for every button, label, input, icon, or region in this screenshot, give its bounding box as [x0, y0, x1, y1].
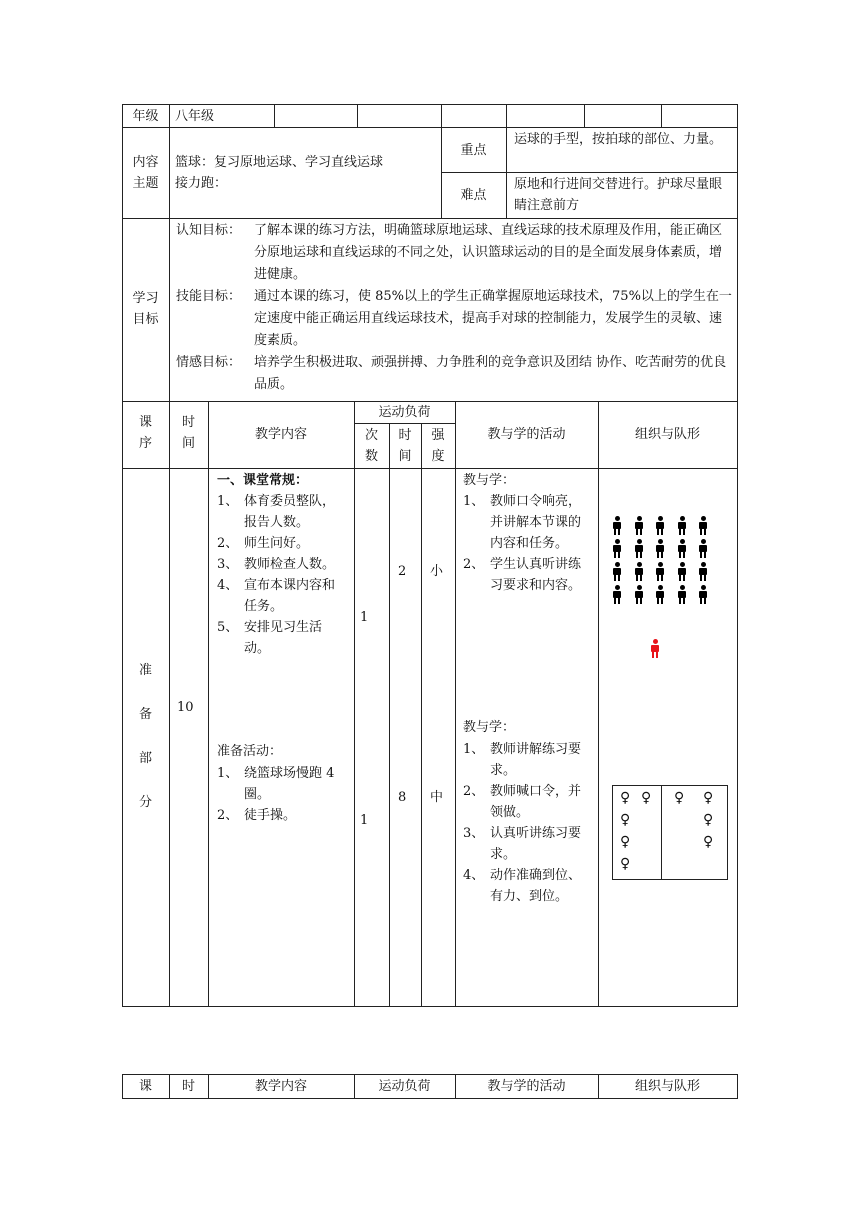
student-figure: [677, 516, 687, 535]
student-figure: [612, 585, 622, 604]
female-student-icon: ♀: [620, 834, 631, 850]
next-header-load: 运动负荷: [378, 1079, 431, 1094]
student-figure: [612, 562, 622, 581]
list-item-text: 教师讲解练习要求。: [490, 742, 582, 778]
next-header-formation: 组织与队形: [634, 1079, 700, 1094]
list-item-number: 2、: [463, 784, 485, 799]
objectives-list: [176, 220, 732, 396]
prep-time: 10: [177, 700, 194, 715]
female-student-icon: ♀: [620, 856, 631, 872]
student-figure: [655, 562, 665, 581]
activities-2-list: [463, 739, 591, 907]
list-item-number: 2、: [217, 536, 239, 551]
header-count: 次 数: [364, 428, 378, 464]
list-item-number: 1、: [217, 766, 239, 781]
next-header-time: 时: [181, 1079, 195, 1094]
list-item-text: 师生问好。: [244, 536, 310, 551]
list-item-number: 3、: [217, 557, 239, 572]
duration-2: 8: [398, 790, 407, 805]
student-figure: [655, 516, 665, 535]
header-intensity: 强 度: [431, 428, 445, 464]
list-item: [217, 763, 347, 805]
affective-objective: 情感目标： 培养学生积极进取、顽强拼搏、力争胜利的竞争意识及团结 协作、吃苦耐劳的优良品质。: [176, 355, 727, 392]
list-item-text: 学生认真听讲练习要求和内容。: [490, 557, 582, 593]
list-item: [217, 805, 347, 826]
student-figure: [634, 516, 644, 535]
female-student-icon: ♀: [703, 790, 714, 806]
student-figure: [634, 562, 644, 581]
student-figure: [677, 562, 687, 581]
student-figure: [677, 539, 687, 558]
list-item-text: 宣布本课内容和任务。: [244, 578, 336, 614]
key-point-label: 重点: [460, 143, 487, 158]
next-header-content: 教学内容: [254, 1079, 307, 1094]
topic-label: 内容 主题: [132, 155, 159, 191]
header-time: 时 间: [181, 415, 195, 451]
difficulty-text: 原地和行进间交替进行。护球尽量眼睛注意前方: [514, 177, 723, 213]
prep-section-label: 准 备 部 分: [138, 663, 152, 810]
list-item-number: 2、: [217, 808, 239, 823]
list-item-text: 安排见习生活动。: [244, 620, 323, 656]
female-student-icon: ♀: [620, 790, 631, 806]
routine-title: 一、课堂常规：: [217, 473, 309, 488]
student-figure: [612, 539, 622, 558]
list-item-number: 1、: [217, 494, 239, 509]
list-item-text: 绕篮球场慢跑 4 圈。: [244, 766, 335, 802]
intensity-1: 小: [430, 564, 444, 579]
next-header-activities: 教与学的活动: [487, 1079, 566, 1094]
activities-2-title: 教与学：: [463, 720, 516, 735]
next-header-sequence: 课: [138, 1079, 152, 1094]
list-item: [463, 781, 591, 823]
list-item-number: 5、: [217, 620, 239, 635]
female-student-icon: ♀: [674, 790, 685, 806]
grade-label: 年级: [132, 109, 159, 124]
cognitive-objective: 认知目标： 了解本课的练习方法，明确篮球原地运球、直线运球的技术原理及作用，能正确区分原地运球和直线运球的不同之处，认识篮球运动的目的是全面发展身体素质，增进健康。: [176, 223, 723, 282]
activities-1-list: [463, 491, 591, 596]
header-formation: 组织与队形: [634, 427, 700, 442]
header-content: 教学内容: [254, 427, 307, 442]
list-item-number: 4、: [463, 868, 485, 883]
warmup-list: [217, 763, 347, 826]
intensity-2: 中: [430, 790, 444, 805]
student-figure: [612, 516, 622, 535]
key-point-text: 运球的手型，按拍球的部位、力量。: [514, 132, 723, 147]
teacher-figure: [650, 639, 660, 658]
list-item-text: 教师口令响亮，并讲解本节课的内容和任务。: [490, 494, 582, 551]
topic-content: 篮球：复习原地运球、学习直线运球 接力跑：: [175, 155, 384, 191]
header-sequence: 课 序: [138, 415, 152, 451]
list-item-text: 认真听讲练习要求。: [490, 826, 582, 862]
female-student-icon: ♀: [703, 812, 714, 828]
student-figure: [698, 585, 708, 604]
student-figure: [698, 516, 708, 535]
student-figure: [698, 562, 708, 581]
list-item-text: 徒手操。: [244, 808, 297, 823]
list-item-number: 3、: [463, 826, 485, 841]
list-item-number: 1、: [463, 494, 485, 509]
activities-1-title: 教与学：: [463, 473, 516, 488]
female-student-icon: ♀: [620, 812, 631, 828]
list-item-number: 4、: [217, 578, 239, 593]
grade-value: 八年级: [175, 109, 215, 124]
list-item-text: 教师检查人数。: [244, 557, 336, 572]
list-item: [217, 491, 347, 533]
list-item: [463, 823, 591, 865]
list-item: [463, 739, 591, 781]
objectives-label: 学习 目标: [132, 291, 159, 327]
skill-objective: 技能目标： 通过本课的练习，使 85%以上的学生正确掌握原地运球技术，75%以上的学生在一定速度中能正确运用直线运球技术，提高手对球的控制能力，发展学生的灵敏、速度素质。: [176, 289, 732, 348]
duration-1: 2: [398, 564, 407, 579]
routine-list: [217, 491, 347, 659]
list-item: [217, 533, 347, 554]
list-item: [463, 554, 591, 596]
list-item-text: 体育委员整队，报告人数。: [244, 494, 336, 530]
header-duration: 时 间: [398, 428, 412, 464]
list-item-number: 1、: [463, 742, 485, 757]
female-student-icon: ♀: [641, 790, 652, 806]
count-1: 1: [360, 610, 369, 625]
student-figure: [677, 585, 687, 604]
student-figure: [698, 539, 708, 558]
student-figure: [634, 539, 644, 558]
student-figure: [655, 539, 665, 558]
list-item: [217, 575, 347, 617]
list-item-text: 教师喊口令，并领做。: [490, 784, 582, 820]
list-item: [217, 617, 347, 659]
header-activities: 教与学的活动: [487, 427, 566, 442]
list-item-number: 2、: [463, 557, 485, 572]
female-student-icon: ♀: [703, 834, 714, 850]
count-2: 1: [360, 813, 369, 828]
student-figure: [655, 585, 665, 604]
difficulty-label: 难点: [460, 188, 487, 203]
list-item: [463, 865, 591, 907]
header-load: 运动负荷: [378, 405, 431, 420]
student-figure: [634, 585, 644, 604]
list-item: [217, 554, 347, 575]
list-item: [463, 491, 591, 554]
list-item-text: 动作准确到位、有力、到位。: [490, 868, 582, 904]
warmup-title: 准备活动：: [217, 744, 283, 759]
